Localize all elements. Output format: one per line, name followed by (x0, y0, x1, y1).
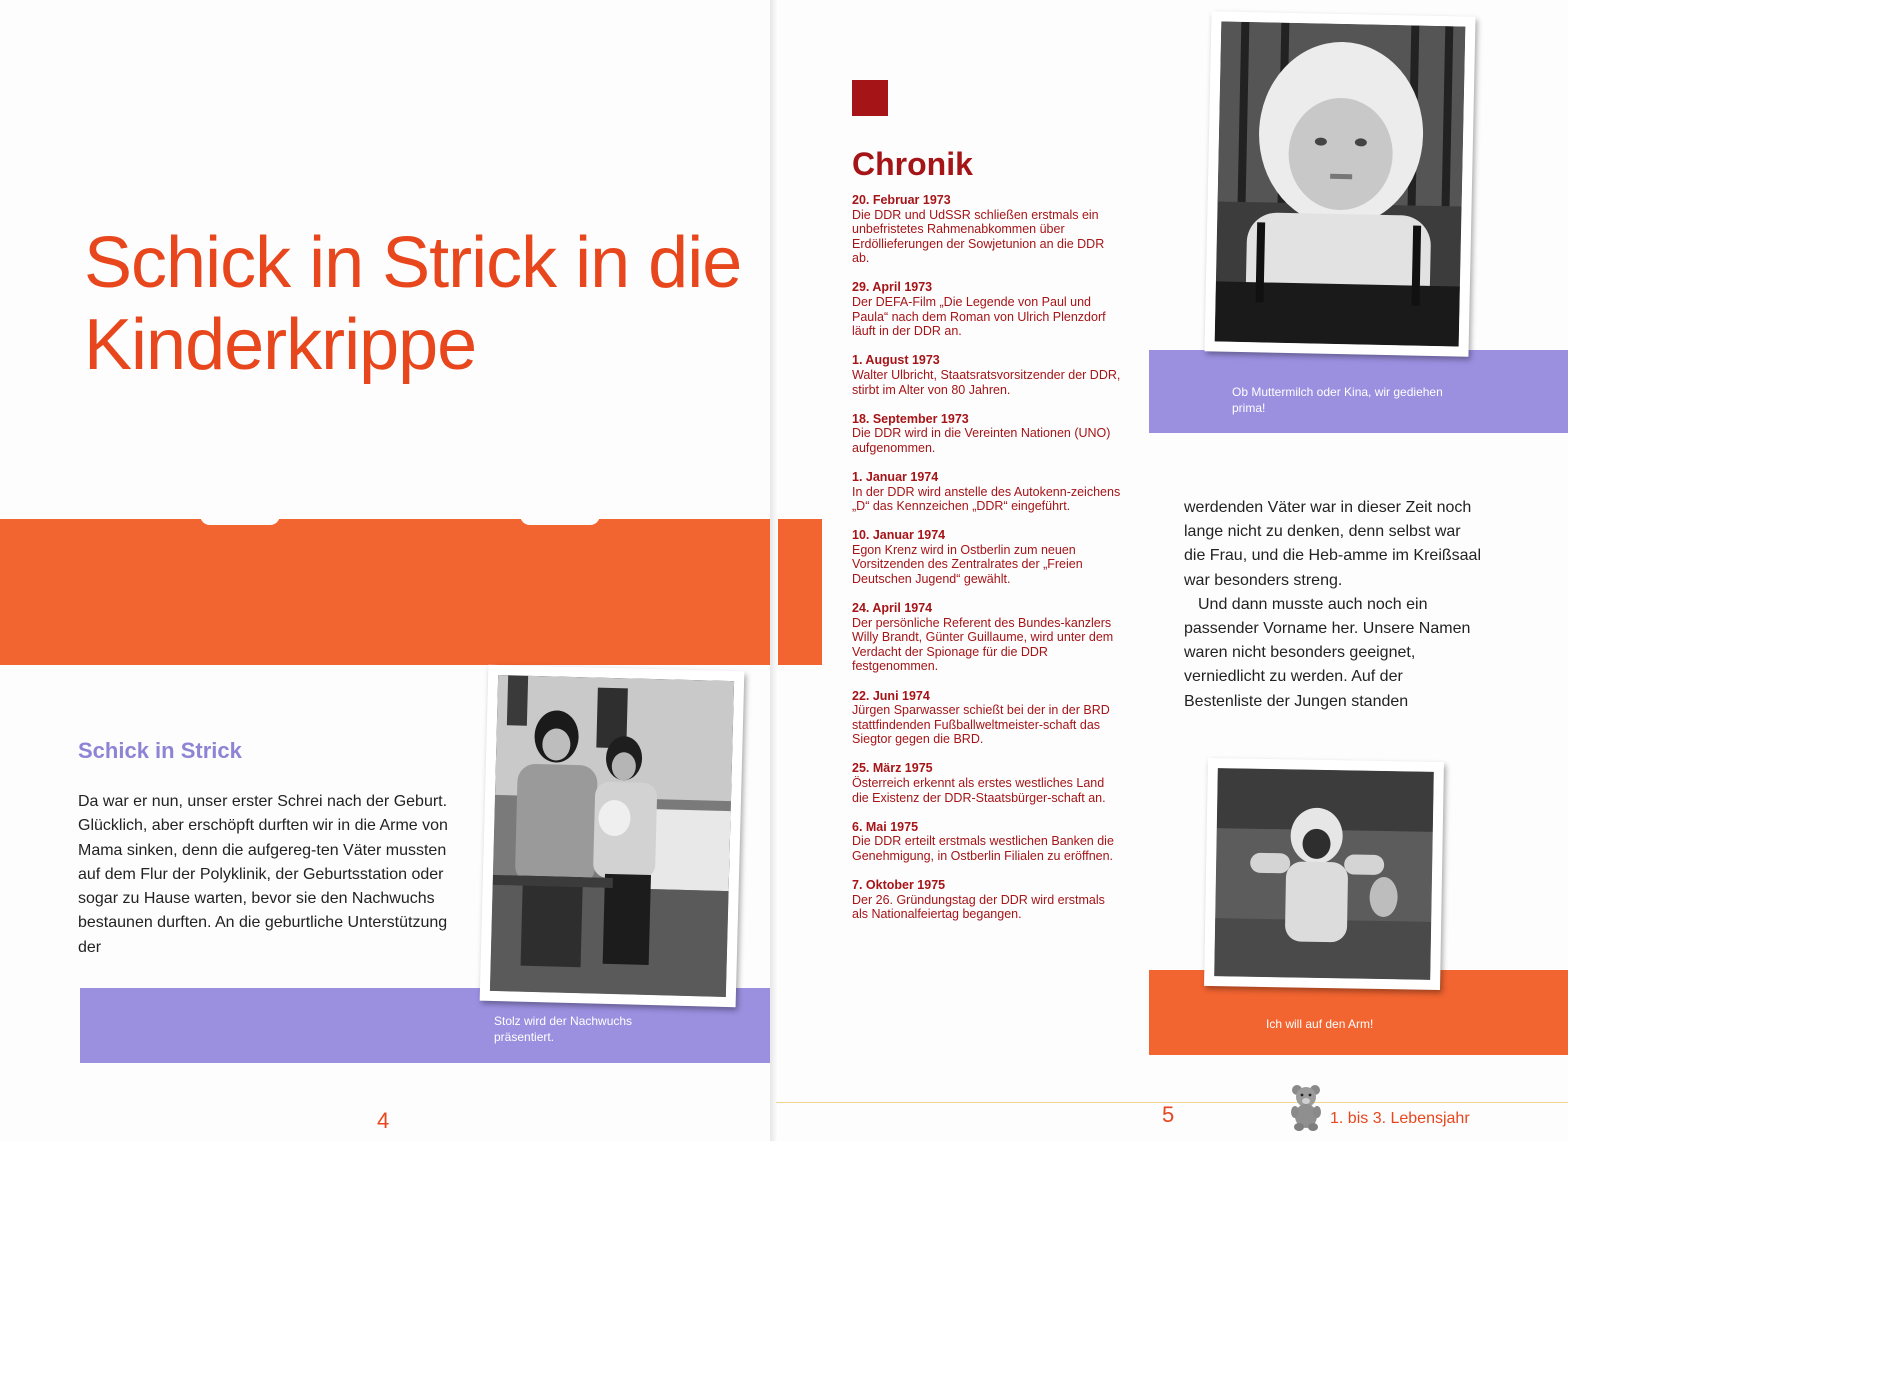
chronik-entry (852, 470, 1124, 514)
chronik-text: Österreich erkennt als erstes westliches Land die Existenz der DDR-Staatsbürger-schaft an. (852, 776, 1106, 805)
band-notch (200, 515, 280, 525)
teddy-bear-icon (1288, 1082, 1324, 1132)
chronik-text: Der DEFA-Film „Die Legende von Paul und Paula“ nach dem Roman von Ulrich Plenzdorf läuft in der DDR an. (852, 295, 1106, 339)
body-text-left: Da war er nun, unser erster Schrei nach der Geburt. Glücklich, aber erschöpft durften wir in die Arme von Mama sinken, denn die aufgereg-ten Väter mussten auf dem Flur der Polyklinik, der Geburtsstation oder sogar zu Hause warten, bevor sie den Nachwuchs bestaunen durften. An die geburtliche Unterstützung der (78, 793, 448, 956)
chronik-title: Chronik (852, 146, 973, 182)
chronik-date: 7. Oktober 1975 (852, 877, 946, 892)
page-title: Schick in Strick in die Kinderkrippe (84, 223, 742, 385)
band-notch (520, 515, 600, 525)
chronik-text: Egon Krenz wird in Ostberlin zum neuen Vorsitzenden des Zentralrates der „Freien Deutschen Jugend“ gewählt. (852, 542, 1083, 586)
chronik-text: Die DDR und UdSSR schließen erstmals ein unbefristetes Rahmenabkommen über Erdöllieferungen der Sowjetunion an die DDR ab. (852, 207, 1105, 266)
toddler-photo-caption: Ich will auf den Arm! (1266, 1017, 1374, 1031)
chronik-text: Jürgen Sparwasser schießt bei der in der BRD stattfindenden Fußballweltmeister-schaft das Siegtor gegen die BRD. (852, 703, 1110, 747)
chronik-entry (852, 761, 1124, 805)
chronik-entry (852, 689, 1124, 747)
chronik-entry (852, 878, 1124, 922)
toddler-photo-image (1214, 768, 1434, 980)
section-subheading: Schick in Strick (78, 738, 242, 763)
footer-section-label: 1. bis 3. Lebensjahr (1330, 1110, 1470, 1127)
baby-stroller-photo-image (1215, 21, 1466, 346)
chronik-text: Die DDR erteilt erstmals westlichen Banken die Genehmigung, in Ostberlin Filialen zu eröffnen. (852, 834, 1114, 863)
family-photo-image (490, 675, 734, 997)
chronik-entry (852, 280, 1124, 338)
chronik-text: Die DDR wird in die Vereinten Nationen (UNO) aufgenommen. (852, 426, 1111, 455)
page-number-left: 4 (377, 1108, 390, 1133)
chronik-list (852, 193, 1124, 936)
chronik-entry (852, 353, 1124, 397)
body-text-right (1184, 496, 1484, 714)
body-paragraph: Und dann musste auch noch ein passender Vorname her. Unsere Namen waren nicht besonders geeignet, verniedlicht zu werden. Auf der Bestenliste der Jungen standen (1184, 595, 1471, 710)
page-number-right: 5 (1162, 1102, 1175, 1127)
chronik-text: Der persönliche Referent des Bundes-kanzlers Willy Brandt, Günter Guillaume, wird unter dem Verdacht der Spionage für die DDR festgenommen. (852, 615, 1114, 674)
chronik-entry (852, 601, 1124, 674)
chronik-text: In der DDR wird anstelle des Autokenn-zeichens „D“ das Kennzeichen „DDR“ eingeführt. (852, 484, 1121, 514)
chronik-date: 25. März 1975 (852, 761, 933, 776)
family-photo (480, 665, 745, 1008)
orange-decor-band (0, 519, 822, 665)
chronik-date: 10. Januar 1974 (852, 528, 946, 543)
chronik-date: 29. April 1973 (852, 280, 933, 295)
chronik-entry (852, 193, 1124, 266)
chronik-entry (852, 528, 1124, 586)
baby-stroller-caption: Ob Muttermilch oder Kina, wir gediehen prima! (1232, 385, 1443, 415)
chronik-date: 1. August 1973 (852, 353, 940, 368)
chronik-entry (852, 412, 1124, 456)
chronik-date: 20. Februar 1973 (852, 193, 951, 207)
chronik-text: Der 26. Gründungstag der DDR wird erstmals als Nationalfeiertag begangen. (852, 892, 1105, 922)
chronik-marker (852, 80, 888, 116)
chronik-date: 1. Januar 1974 (852, 469, 939, 484)
family-photo-caption: Stolz wird der Nachwuchs präsentiert. (494, 1014, 633, 1044)
chronik-text: Walter Ulbricht, Staatsratsvorsitzender der DDR, stirbt im Alter von 80 Jahren. (852, 367, 1121, 397)
chronik-date: 18. September 1973 (852, 411, 969, 426)
body-paragraph: werdenden Väter war in dieser Zeit noch lange nicht zu denken, denn selbst war die Frau, und die Heb-amme im Kreißsaal war besonders streng. (1184, 499, 1482, 589)
chronik-date: 22. Juni 1974 (852, 688, 930, 703)
book-gutter (770, 0, 778, 1141)
chronik-entry (852, 820, 1124, 864)
toddler-photo (1204, 758, 1444, 990)
chronik-date: 24. April 1974 (852, 601, 933, 616)
chronik-date: 6. Mai 1975 (852, 819, 919, 834)
baby-stroller-photo (1204, 11, 1475, 356)
